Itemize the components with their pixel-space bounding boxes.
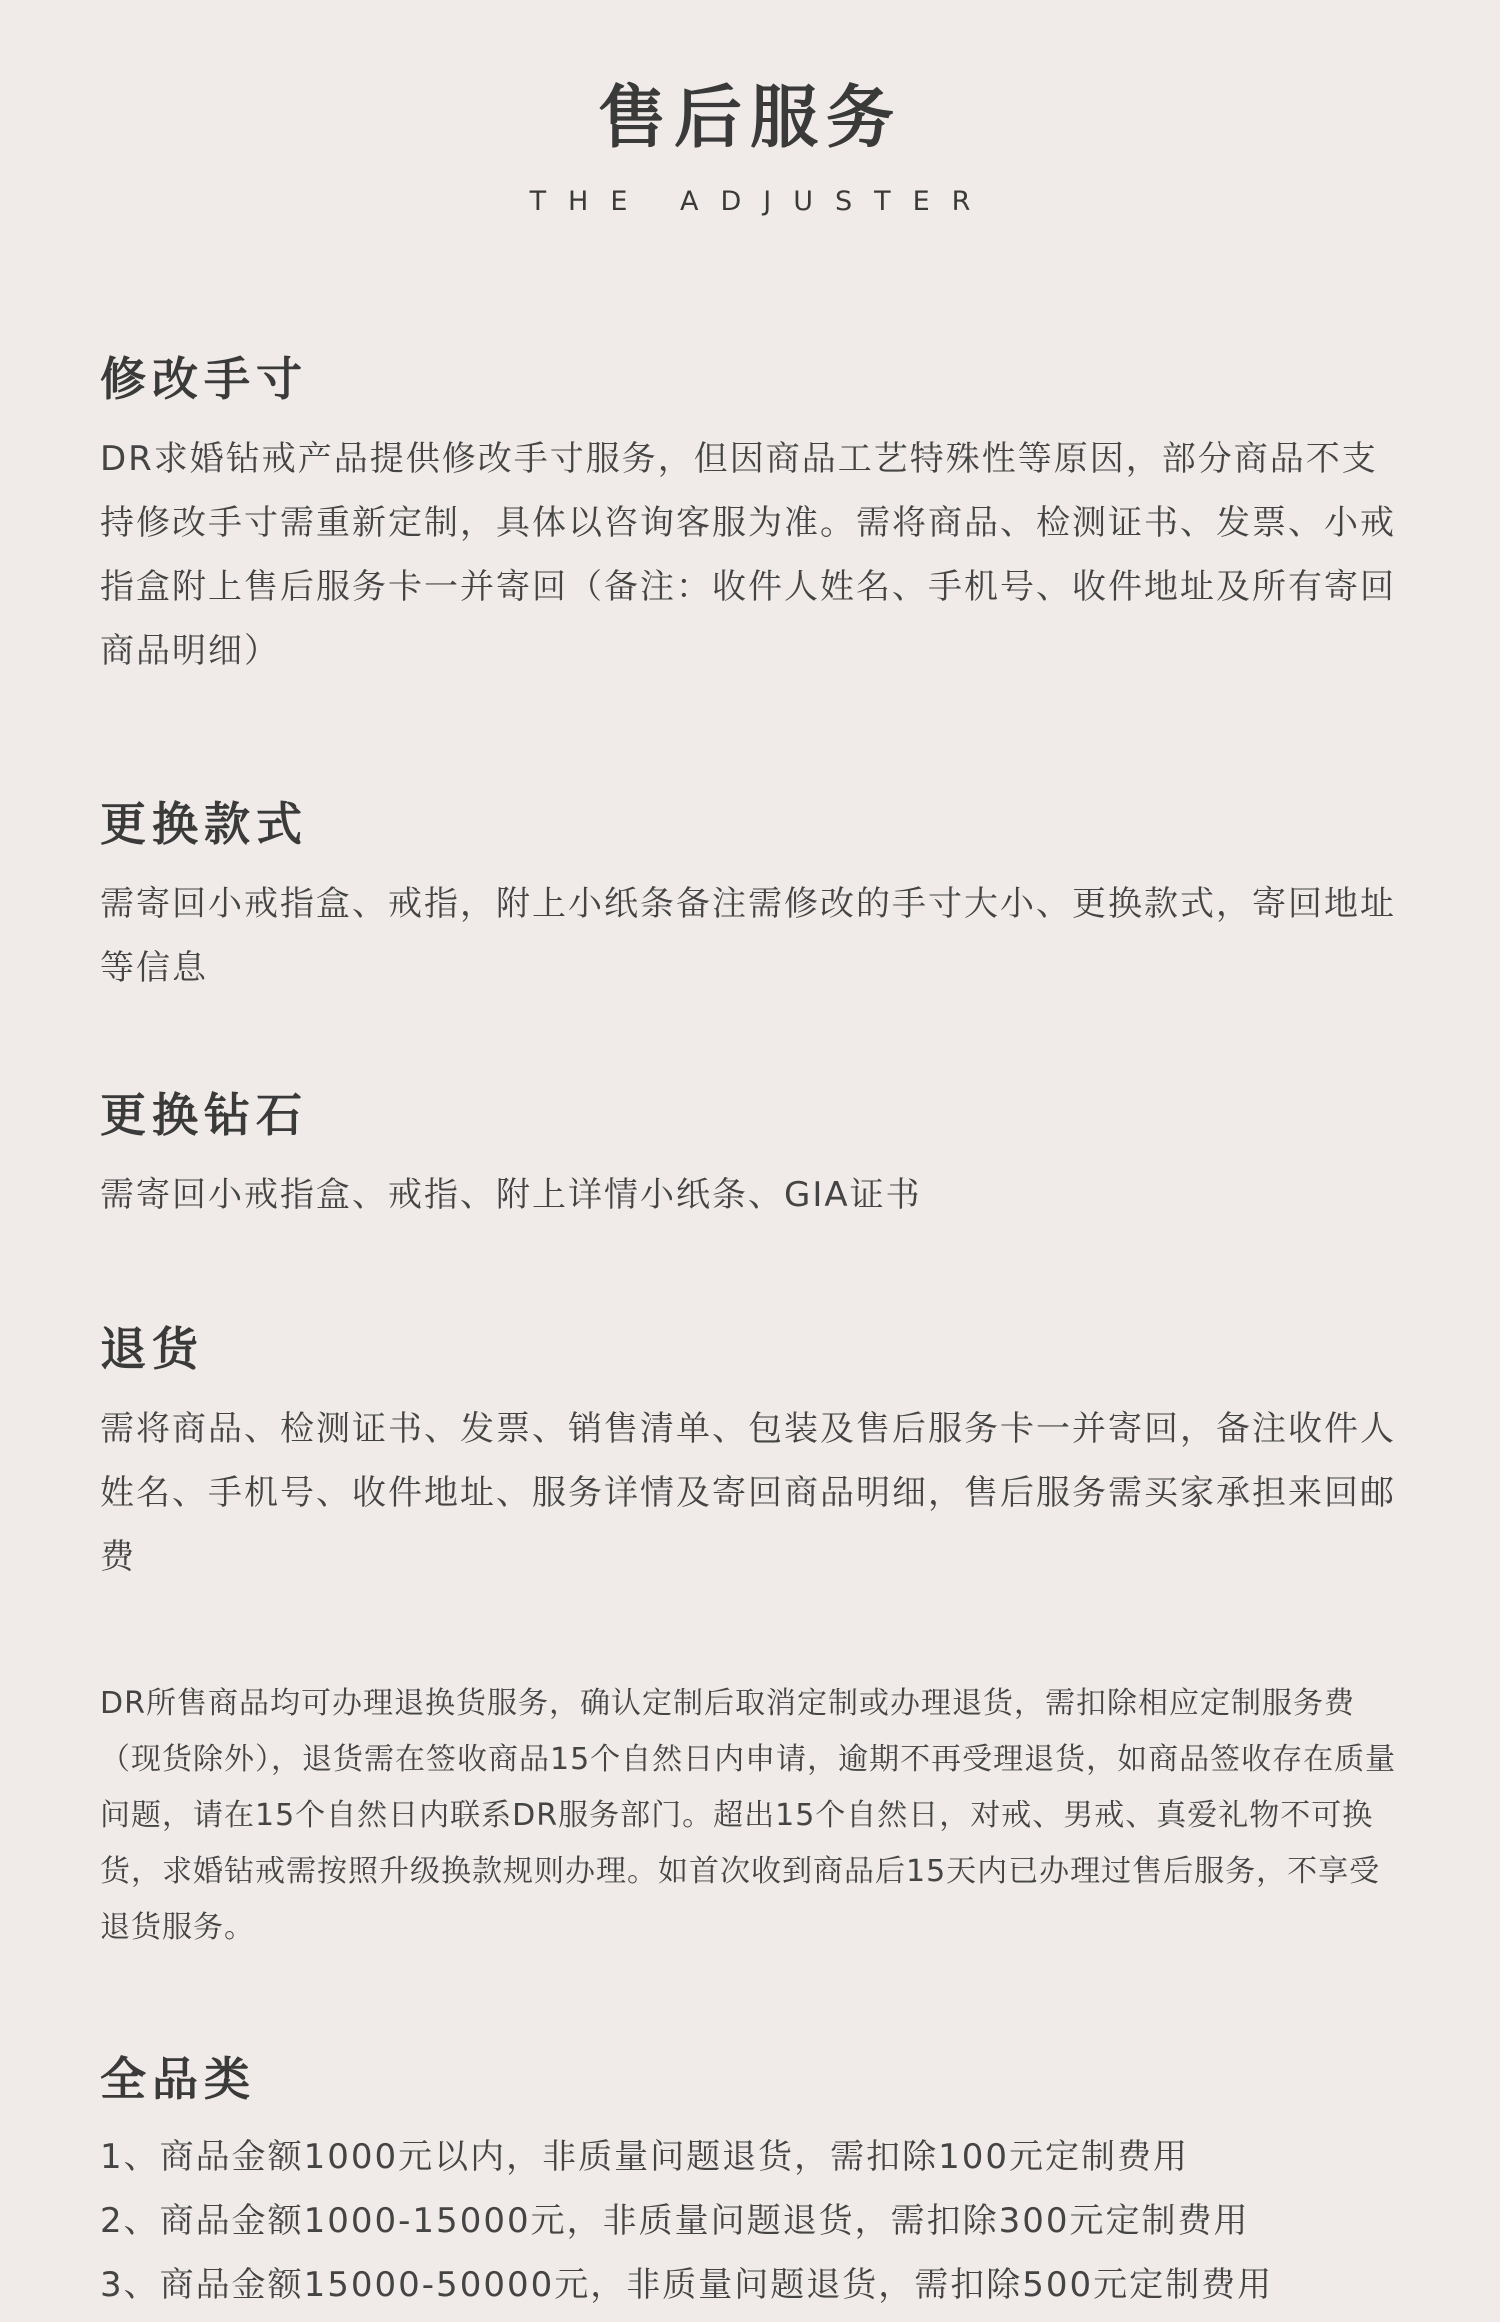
section-heading-all-categories: 全品类	[100, 2052, 256, 2106]
fee-list-item: 1、商品金额1000元以内，非质量问题退货，需扣除100元定制费用	[100, 2137, 1190, 2178]
fee-list-item: 2、商品金额1000-15000元，非质量问题退货，需扣除300元定制费用	[100, 2201, 1250, 2242]
section-body-change-diamond: 需寄回小戒指盒、戒指、附上详情小纸条、GIA证书	[100, 1175, 922, 1216]
section-return	[100, 1322, 1408, 1589]
page-title: 售后服务	[597, 79, 902, 158]
section-return-note	[100, 1676, 1408, 1956]
section-change-diamond	[100, 1088, 1408, 1227]
section-body-return: 需将商品、检测证书、发票、销售清单、包装及售后服务卡一并寄回，备注收件人姓名、手机号、收件地址、服务详情及寄回商品明细，售后服务需买家承担来回邮费	[100, 1409, 1396, 1578]
section-heading-change-diamond: 更换钻石	[100, 1088, 308, 1142]
page-subtitle: THE ADJUSTER	[529, 185, 993, 217]
section-body-resize: DR求婚钻戒产品提供修改手寸服务，但因商品工艺特殊性等原因，部分商品不支持修改手寸需重新定制，具体以咨询客服为准。需将商品、检测证书、发票、小戒指盒附上售后服务卡一并寄回（备注：收件人姓名、手机号、收件地址及所有寄回商品明细）	[100, 439, 1396, 672]
fee-list-item: 3、商品金额15000-50000元，非质量问题退货，需扣除500元定制费用	[100, 2265, 1274, 2306]
section-heading-resize: 修改手寸	[100, 352, 308, 406]
section-heading-return: 退货	[100, 1322, 204, 1376]
return-note-text: DR所售商品均可办理退换货服务，确认定制后取消定制或办理退货，需扣除相应定制服务费（现货除外），退货需在签收商品15个自然日内申请，逾期不再受理退货，如商品签收存在质量问题，请在15个自然日内联系DR服务部门。超出15个自然日，对戒、男戒、真爱礼物不可换货，求婚钻戒需按照升级换款规则办理。如首次收到商品后15天内已办理过售后服务，不享受退货服务。	[100, 1686, 1397, 1945]
section-heading-change-style: 更换款式	[100, 797, 308, 851]
section-all-categories	[100, 2052, 1408, 2317]
fee-list	[100, 2125, 1408, 2317]
page-header	[100, 0, 1400, 217]
section-body-change-style: 需寄回小戒指盒、戒指，附上小纸条备注需修改的手寸大小、更换款式，寄回地址等信息	[100, 884, 1396, 989]
section-change-style	[100, 797, 1408, 1000]
section-resize	[100, 352, 1408, 683]
